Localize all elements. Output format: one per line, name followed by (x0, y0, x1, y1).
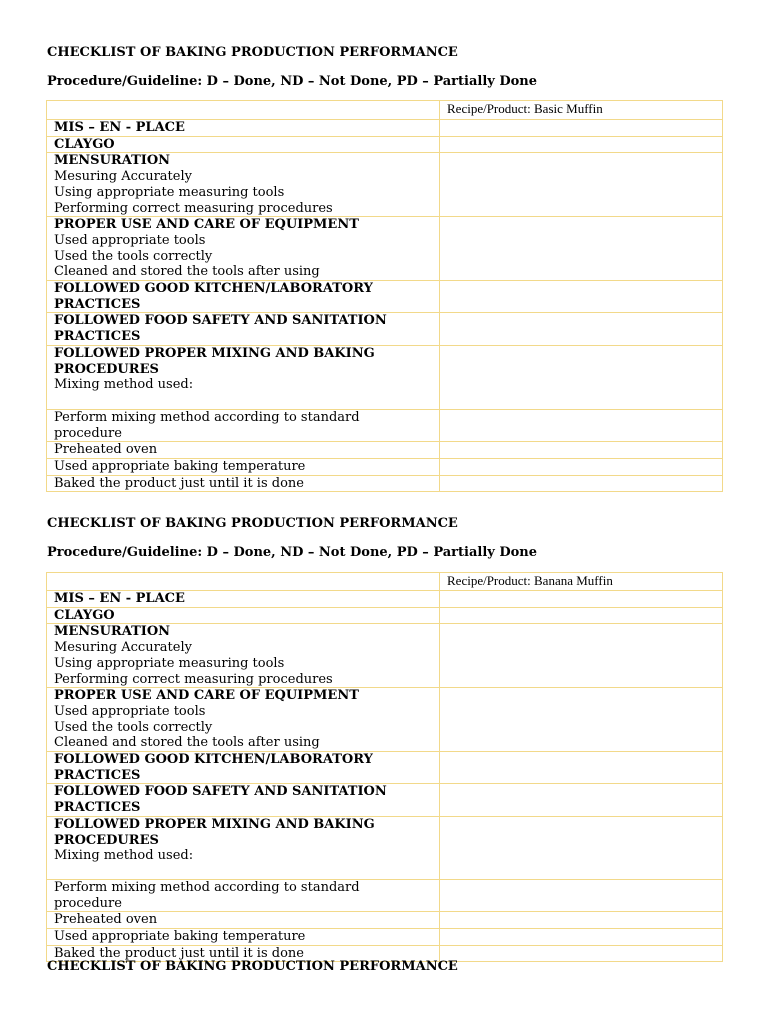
table-row (47, 591, 723, 608)
table-row (47, 607, 723, 624)
rating-cell (440, 928, 723, 945)
recipe-product-header: Recipe/Product: Banana Muffin (440, 573, 723, 591)
rating-cell (440, 607, 723, 624)
sub-criterion: Used appropriate tools (54, 703, 206, 719)
sub-criterion: Mesuring Accurately (54, 169, 192, 185)
table-header-row (47, 573, 723, 591)
rating-cell (440, 784, 723, 816)
rating-cell (440, 879, 723, 911)
sub-criterion: Used appropriate baking temperature (54, 458, 306, 474)
table-row (47, 409, 723, 441)
table-row (47, 752, 723, 784)
criterion-food-safety: FOLLOWED FOOD SAFETY AND SANITATION (54, 784, 387, 800)
rating-cell (440, 912, 723, 929)
rating-cell (440, 136, 723, 153)
table-row (47, 153, 723, 217)
sub-criterion: Used the tools correctly (54, 719, 213, 735)
rating-cell (440, 752, 723, 784)
criterion-claygo: CLAYGO (54, 607, 115, 623)
criterion-claygo: CLAYGO (54, 136, 115, 152)
checklist-title: CHECKLIST OF BAKING PRODUCTION PERFORMANCE (47, 516, 458, 531)
sub-criterion: Used appropriate baking temperature (54, 928, 306, 944)
sub-criterion: Performing correct measuring procedures (54, 671, 333, 687)
checklist-table (46, 572, 723, 962)
table-row (47, 458, 723, 475)
table-row (47, 136, 723, 153)
rating-cell (440, 345, 723, 409)
sub-criterion: Mixing method used: (54, 848, 194, 864)
sub-criterion: Mesuring Accurately (54, 640, 192, 656)
table-row (47, 816, 723, 879)
sub-criterion: Performing correct measuring procedures (54, 200, 333, 216)
criterion-mensuration: MENSURATION (54, 624, 171, 640)
guideline-text: Procedure/Guideline: D – Done, ND – Not Done, PD – Partially Done (47, 545, 538, 560)
rating-cell (440, 688, 723, 752)
rating-cell (440, 313, 723, 345)
sub-criterion: Used appropriate tools (54, 232, 206, 248)
rating-cell (440, 409, 723, 441)
rating-cell (440, 153, 723, 217)
criterion-mixing-baking: FOLLOWED PROPER MIXING AND BAKING (54, 345, 375, 361)
criterion-kitchen-practices: FOLLOWED GOOD KITCHEN/LABORATORY (54, 281, 373, 297)
sub-criterion: Mixing method used: (54, 377, 194, 393)
table-header-row (47, 101, 723, 120)
table-row (47, 688, 723, 752)
criterion-equipment: PROPER USE AND CARE OF EQUIPMENT (54, 688, 359, 704)
rating-cell (440, 458, 723, 475)
sub-criterion: Preheated oven (54, 442, 158, 458)
criterion-mis-en-place: MIS – EN - PLACE (54, 591, 185, 606)
sub-criterion: Baked the product just until it is done (54, 945, 304, 961)
criterion-food-safety-cont: PRACTICES (54, 329, 141, 345)
criteria-header-cell (47, 573, 440, 591)
table-row (47, 217, 723, 281)
table-row (47, 281, 723, 313)
table-row (47, 313, 723, 345)
criterion-mensuration: MENSURATION (54, 153, 171, 169)
criterion-kitchen-practices: FOLLOWED GOOD KITCHEN/LABORATORY (54, 752, 373, 768)
rating-cell (440, 442, 723, 459)
criterion-kitchen-practices-cont: PRACTICES (54, 296, 141, 312)
criterion-food-safety: FOLLOWED FOOD SAFETY AND SANITATION (54, 313, 387, 329)
sub-criterion: Using appropriate measuring tools (54, 655, 285, 671)
criterion-kitchen-practices-cont: PRACTICES (54, 767, 141, 783)
sub-criterion: Cleaned and stored the tools after using (54, 264, 320, 280)
table-row (47, 879, 723, 911)
criterion-mis-en-place: MIS – EN - PLACE (54, 120, 185, 135)
table-row (47, 912, 723, 929)
table-row (47, 928, 723, 945)
rating-cell (440, 624, 723, 688)
table-row (47, 624, 723, 688)
sub-criterion: Cleaned and stored the tools after using (54, 735, 320, 751)
sub-criterion-cont: procedure (54, 425, 122, 441)
table-row (47, 784, 723, 816)
criterion-mixing-baking-cont: PROCEDURES (54, 361, 159, 377)
rating-cell (440, 816, 723, 879)
criterion-mixing-baking-cont: PROCEDURES (54, 832, 159, 848)
rating-cell (440, 591, 723, 608)
sub-criterion: Perform mixing method according to standard (54, 879, 360, 895)
rating-cell (440, 120, 723, 137)
recipe-product-header: Recipe/Product: Basic Muffin (440, 101, 723, 120)
guideline-text: Procedure/Guideline: D – Done, ND – Not Done, PD – Partially Done (47, 74, 538, 89)
sub-criterion: Using appropriate measuring tools (54, 184, 285, 200)
criteria-header-cell (47, 101, 440, 120)
criterion-mixing-baking: FOLLOWED PROPER MIXING AND BAKING (54, 816, 375, 832)
checklist-title: CHECKLIST OF BAKING PRODUCTION PERFORMANCE (47, 959, 458, 974)
checklist-title: CHECKLIST OF BAKING PRODUCTION PERFORMANCE (47, 45, 458, 60)
rating-cell (440, 475, 723, 492)
sub-criterion: Preheated oven (54, 912, 158, 928)
criterion-equipment: PROPER USE AND CARE OF EQUIPMENT (54, 217, 359, 233)
rating-cell (440, 945, 723, 962)
sub-criterion: Baked the product just until it is done (54, 475, 304, 491)
criterion-food-safety-cont: PRACTICES (54, 800, 141, 816)
table-row (47, 120, 723, 137)
sub-criterion: Used the tools correctly (54, 248, 213, 264)
checklist-table (46, 100, 723, 492)
table-row (47, 442, 723, 459)
rating-cell (440, 281, 723, 313)
sub-criterion: Perform mixing method according to standard (54, 409, 360, 425)
sub-criterion-cont: procedure (54, 895, 122, 911)
table-row (47, 475, 723, 492)
rating-cell (440, 217, 723, 281)
table-row (47, 345, 723, 409)
